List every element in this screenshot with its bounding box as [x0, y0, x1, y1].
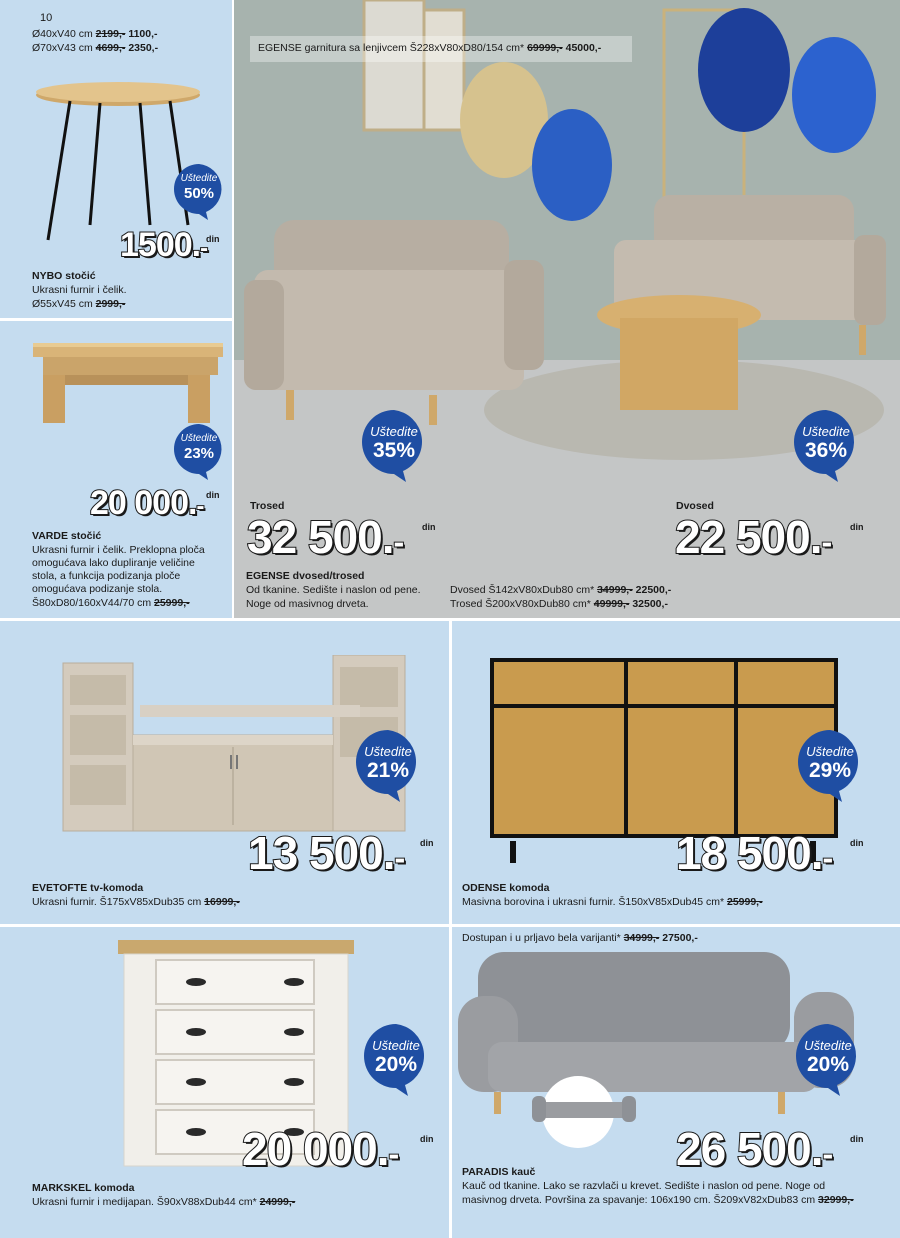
- egense-caption-box: [250, 36, 632, 62]
- evetofte-price: 13 500.-: [248, 827, 405, 879]
- egense-caption: EGENSE garnitura sa lenjivcem Š228xV80xD80/154 cm* 69999,- 45000,-: [258, 42, 602, 54]
- paradis-note: Dostupan i u prljavo bela varijanti* 34999,- 27500,-: [462, 932, 698, 944]
- egense-dvosed-currency: din: [850, 522, 864, 532]
- markskel-dims: Ukrasni furnir i medijapan. Š90xV88xDub44 cm* 24999,-: [32, 1196, 296, 1208]
- egense-trosed-currency: din: [422, 522, 436, 532]
- egense-trosed-price: 32 500.-: [247, 511, 404, 563]
- nybo-variant-1: Ø40xV40 cm 2199,- 1100,-: [32, 28, 158, 40]
- varde-currency: din: [206, 490, 220, 500]
- divider-middle-bottom: [0, 924, 900, 927]
- evetofte-currency: din: [420, 838, 434, 848]
- evetofte-savings-badge: Uštedite 21%: [354, 728, 422, 804]
- egense-desc-1: Od tkanine. Sedište i naslon od pene.: [246, 584, 421, 596]
- paradis-desc-2: masivnog drveta. Površina za spavanje: 106x190 cm. Š209xV82xDub83 cm 32999,-: [462, 1194, 854, 1206]
- odense-price: 18 500.-: [676, 827, 833, 879]
- varde-desc-1: Ukrasni furnir i čelik. Preklopna ploča: [32, 544, 205, 556]
- nybo-dims: Ø55xV45 cm 2999,-: [32, 298, 126, 310]
- varde-desc-2: omogućava lako dupliranje veličine: [32, 557, 195, 569]
- nybo-variant-2: Ø70xV43 cm 4699,- 2350,-: [32, 42, 159, 54]
- varde-desc-3: stola, a funkcija podizanja ploče: [32, 570, 181, 582]
- markskel-name: MARKSKEL komoda: [32, 1182, 135, 1194]
- markskel-price: 20 000.-: [242, 1123, 399, 1175]
- page-number: 10: [40, 12, 53, 24]
- varde-desc-4: omogućava podizanje stola.: [32, 583, 163, 595]
- odense-dims: Masivna borovina i ukrasni furnir. Š150xV85xDub45 cm* 25999,-: [462, 896, 763, 908]
- egense-dvosed-price: 22 500.-: [675, 511, 832, 563]
- paradis-savings-badge: Uštedite 20%: [794, 1022, 862, 1098]
- egense-trosed-dims: Trosed Š200xV80xDub80 cm* 49999,- 32500,-: [450, 598, 668, 610]
- odense-name: ODENSE komoda: [462, 882, 550, 894]
- nybo-savings-badge: Uštedite 50%: [172, 162, 226, 222]
- nybo-name: NYBO stočić: [32, 270, 96, 282]
- paradis-name: PARADIS kauč: [462, 1166, 536, 1178]
- evetofte-dims: Ukrasni furnir. Š175xV85xDub35 cm 16999,-: [32, 896, 240, 908]
- nybo-price: 1500.-: [120, 226, 208, 264]
- nybo-desc: Ukrasni furnir i čelik.: [32, 284, 127, 296]
- markskel-currency: din: [420, 1134, 434, 1144]
- egense-desc-2: Noge od masivnog drveta.: [246, 598, 369, 610]
- egense-trosed-label: Trosed: [250, 500, 285, 512]
- paradis-currency: din: [850, 1134, 864, 1144]
- egense-dvosed-savings-badge: Uštedite 36%: [792, 408, 860, 484]
- divider-nybo-varde: [0, 318, 234, 321]
- nybo-currency: din: [206, 234, 220, 244]
- divider-vertical-middle: [449, 618, 452, 1238]
- egense-dvosed-label: Dvosed: [676, 500, 714, 512]
- egense-name: EGENSE dvosed/trosed: [246, 570, 365, 582]
- varde-table-image: [28, 335, 228, 435]
- varde-name: VARDE stočić: [32, 530, 102, 542]
- egense-trosed-savings-badge: Uštedite 35%: [360, 408, 428, 484]
- odense-currency: din: [850, 838, 864, 848]
- paradis-price: 26 500.-: [676, 1123, 833, 1175]
- evetofte-name: EVETOFTE tv-komoda: [32, 882, 144, 894]
- egense-dvosed-dims: Dvosed Š142xV80xDub80 cm* 34999,- 22500,-: [450, 584, 672, 596]
- paradis-desc-1: Kauč od tkanine. Lako se razvlači u krevet. Sedište i naslon od pene. Noge od: [462, 1180, 826, 1192]
- varde-savings-badge: Uštedite 23%: [172, 422, 226, 482]
- varde-price: 20 000.-: [90, 484, 204, 522]
- odense-savings-badge: Uštedite 29%: [796, 728, 864, 804]
- markskel-savings-badge: Uštedite 20%: [362, 1022, 430, 1098]
- varde-dims: Š80xD80/160xV44/70 cm 25999,-: [32, 597, 190, 609]
